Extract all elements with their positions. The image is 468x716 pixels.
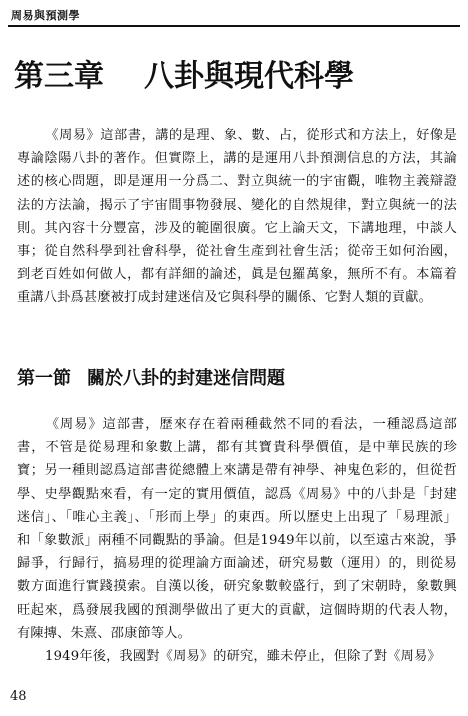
section-paragraph-2: [17, 645, 457, 668]
section-heading: [17, 367, 285, 391]
intro-paragraph: [17, 124, 457, 310]
section-title: 關於八卦的封建迷信問題: [87, 368, 285, 389]
chapter-title: 八卦與現代科學: [144, 59, 354, 94]
section-paragraph-2-text: 1949年後，我國對《周易》的研究，雖未停止，但除了對《周易》: [45, 649, 441, 664]
section-paragraph-1-text: 《周易》這部書，歷來存在着兩種截然不同的看法，一種認爲這部書，不管是從易理和象數上講，都有其寶貴科學價值，是中華民族的珍寶；另一種則認爲這部書從總體上來講是帶有神學、神鬼色彩的，但從哲學、史學觀點來看，有一定的實用價值，認爲《周易》中的八卦是「封建迷信」、「唯心主義」、「形而上學」的東西。所以歷史上出現了「易理派」和「象數派」兩種不同觀點的爭論。但是1949年以前，以至遠古來說，爭歸爭，行歸行，搞易理的從理論方面論述，研究易數（運用）的，則從易數方面進行實踐摸索。自漢以後，研究象數較盛行，到了宋朝時，象數興旺起來，爲發展我國的預測學做出了更大的貢獻，這個時期的代表人物，有陳摶、朱熹、邵康節等人。: [17, 417, 457, 641]
intro-paragraph-text: 《周易》這部書，講的是理、象、數、占，從形式和方法上，好像是專論陰陽八卦的著作。但實際上，講的是運用八卦預測信息的方法，其論述的核心問題，即是運用一分爲二、對立與統一的宇宙觀，唯物主義辯證法的方法論，揭示了宇宙間事物發展、變化的自然規律，對立與統一的法則。其內容十分豐富，涉及的範圍很廣。它上論天文，下講地理，中談人事；從自然科學到社會科學，從社會生產到社會生活；從帝王如何治國，到老百姓如何做人，都有詳細的論述，眞是包羅萬象，無所不有。本篇着重講八卦爲甚麼被打成封建迷信及它與科學的關係、它對人類的貢獻。: [17, 128, 457, 306]
page-number: 48: [10, 689, 27, 704]
running-header: 周易與預測學: [11, 9, 80, 22]
chapter-number: 第三章: [14, 59, 104, 94]
section-number: 第一節: [17, 368, 71, 389]
chapter-heading: [14, 58, 354, 96]
section-paragraph-1: [17, 413, 457, 645]
header-rule: [8, 25, 460, 27]
